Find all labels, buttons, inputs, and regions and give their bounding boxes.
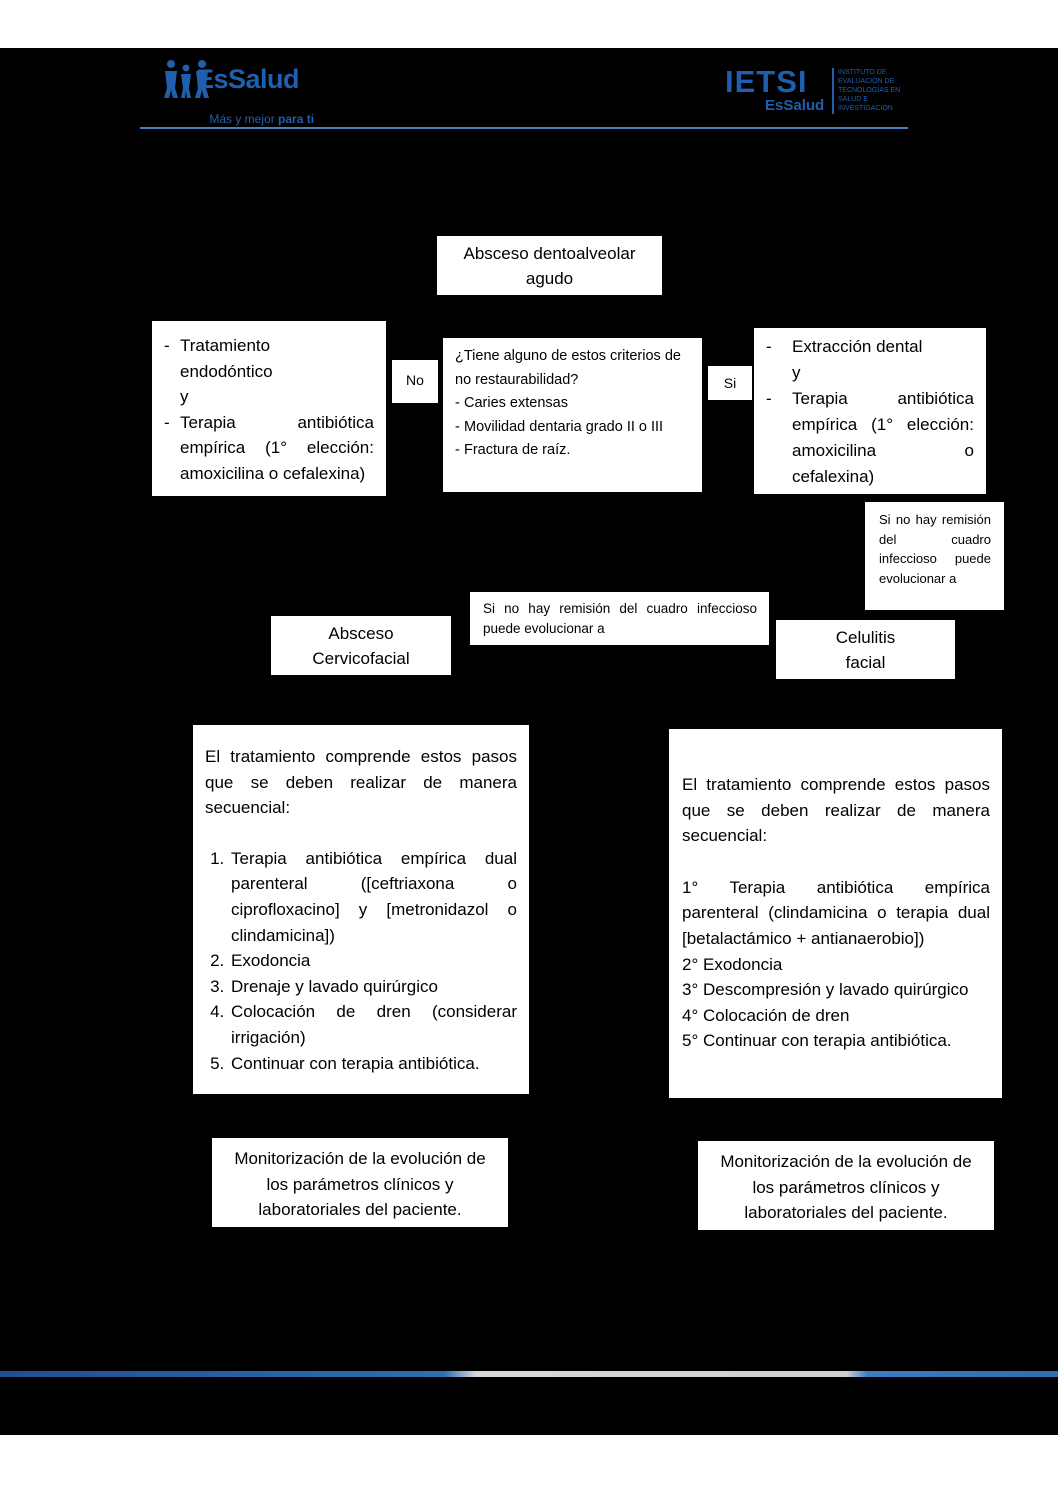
- label-remision-derecha: Si no hay remisión del cuadro infeccioso puede evolucionar a: [865, 502, 1004, 610]
- list-item: - Terapia antibiótica empírica (1° elección: amoxicilina o cefalexina): [164, 410, 374, 487]
- label-si: Si: [708, 366, 752, 400]
- ietsi-logo: [725, 66, 915, 122]
- node-criterios-no-restaurabilidad: ¿Tiene alguno de estos criterios de no restaurabilidad? - Caries extensas - Movilidad dentaria grado II o III - Fractura de raíz.: [443, 338, 702, 492]
- list-item: 3. Drenaje y lavado quirúrgico: [229, 974, 517, 1000]
- ietsi-wordmark: IETSI: [725, 64, 808, 99]
- list-item: 1° Terapia antibiótica empírica parenteral (clindamicina o terapia dual [betalactámico + antianaerobio]): [682, 877, 990, 948]
- node-absceso-dentoalveolar: Absceso dentoalveolar agudo: [437, 236, 662, 295]
- list-item: 4. Colocación de dren (considerar irrigación): [229, 999, 517, 1050]
- list-item: - Extracción dental: [766, 334, 974, 360]
- footer-band: [0, 1371, 1058, 1377]
- essalud-tagline: Más y mejor para ti: [209, 112, 315, 126]
- connector-text: y: [792, 363, 801, 382]
- node-pasos-absceso-cervicofacial: El tratamiento comprende estos pasos que se deben realizar de manera secuencial: 1. Terapia antibiótica empírica dual parenteral ([ceftriaxona o ciprofloxacino] y [metronidazol o clindamicina]) 2. Exodoncia 3. Drenaje y lavado quirúrgico 4. Colocación de dren (considerar irrigación) 5. Continuar con terapia antibiótica.: [193, 725, 529, 1094]
- node-absceso-cervicofacial: Absceso Cervicofacial: [271, 616, 451, 675]
- ietsi-institute-text: INSTITUTO DE EVALUACIÓN DE TECNOLOGÍAS EN SALUD E INVESTIGACIÓN: [838, 69, 901, 112]
- list-item: - Fractura de raíz.: [455, 439, 692, 463]
- essalud-wordmark: EsSalud: [196, 64, 300, 94]
- node-pasos-celulitis-facial: El tratamiento comprende estos pasos que se deben realizar de manera secuencial: 1° Terapia antibiótica empírica parenteral (clindamicina o terapia dual [betalactámico + antianaerobio]) 2° Exodoncia 3° Descompresión y lavado quirúrgico 4° Colocación de dren 5° Continuar con terapia antibiótica.: [669, 729, 1002, 1098]
- header-rule: [140, 127, 908, 129]
- list-item: 1. Terapia antibiótica empírica dual parenteral ([ceftriaxona o ciprofloxacino] y [metronidazol o clindamicina]): [229, 846, 517, 948]
- connector-text: y: [180, 387, 189, 406]
- list-item: - Terapia antibiótica empírica (1° elección: amoxicilina o cefalexina): [766, 386, 974, 490]
- label-remision-centro: Si no hay remisión del cuadro infeccioso puede evolucionar a: [470, 592, 769, 645]
- list-item: - Caries extensas: [455, 392, 692, 416]
- list-item: 5° Continuar con terapia antibiótica.: [682, 1031, 952, 1051]
- node-monitorizacion-derecha: Monitorización de la evolución de los parámetros clínicos y laboratoriales del paciente.: [698, 1141, 994, 1230]
- list-item: 4° Colocación de dren: [682, 1005, 850, 1025]
- ietsi-divider: [832, 68, 834, 114]
- list-item: 2. Exodoncia: [229, 948, 517, 974]
- essalud-logo: [160, 58, 340, 126]
- list-item: - Tratamiento endodóntico: [164, 333, 374, 384]
- ietsi-sub: EsSalud: [765, 97, 825, 114]
- label-no: No: [392, 360, 438, 403]
- node-tratamiento-endodontico: [152, 321, 386, 496]
- list-item: 3° Descompresión y lavado quirúrgico: [682, 980, 969, 1000]
- node-extraccion-dental: [754, 328, 986, 494]
- list-item: 5. Continuar con terapia antibiótica.: [229, 1051, 517, 1077]
- node-monitorizacion-izquierda: Monitorización de la evolución de los parámetros clínicos y laboratoriales del paciente.: [212, 1138, 508, 1227]
- list-item: 2° Exodoncia: [682, 954, 783, 974]
- list-item: - Movilidad dentaria grado II o III: [455, 416, 692, 440]
- node-celulitis-facial: Celulitis facial: [776, 620, 955, 679]
